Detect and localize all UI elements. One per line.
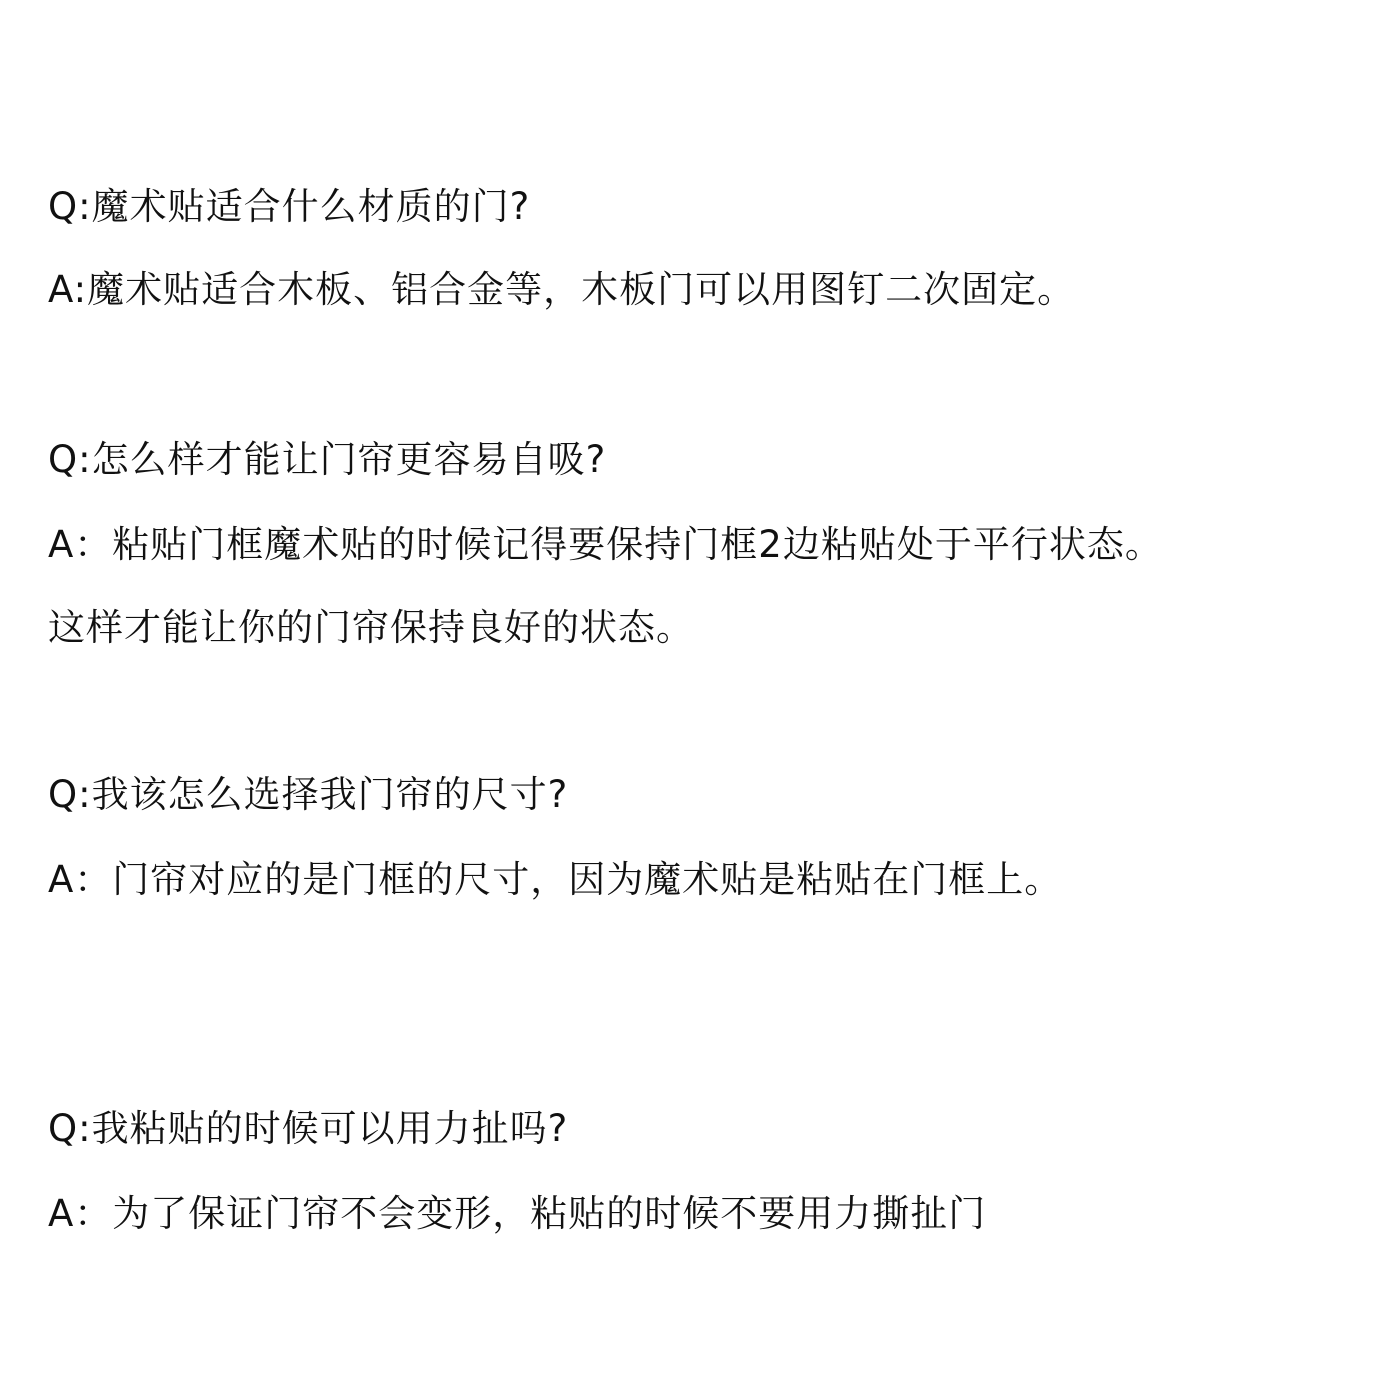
faq-question: Q:怎么样才能让门帘更容易自吸? [48,438,607,481]
faq-answer: A:魔术贴适合木板、铝合金等，木板门可以用图钉二次固定。 [48,268,1076,311]
faq-answer: A：为了保证门帘不会变形，粘贴的时候不要用力撕扯门 [48,1192,987,1235]
faq-answer: A：门帘对应的是门框的尺寸，因为魔术贴是粘贴在门框上。 [48,858,1063,901]
faq-answer: A：粘贴门框魔术贴的时候记得要保持门框2边粘贴处于平行状态。 [48,523,1163,566]
faq-question: Q:我粘贴的时候可以用力扯吗? [48,1107,569,1150]
faq-question: Q:魔术贴适合什么材质的门? [48,185,531,228]
faq-answer-continued: 这样才能让你的门帘保持良好的状态。 [48,606,694,649]
faq-question: Q:我该怎么选择我门帘的尺寸? [48,773,569,816]
